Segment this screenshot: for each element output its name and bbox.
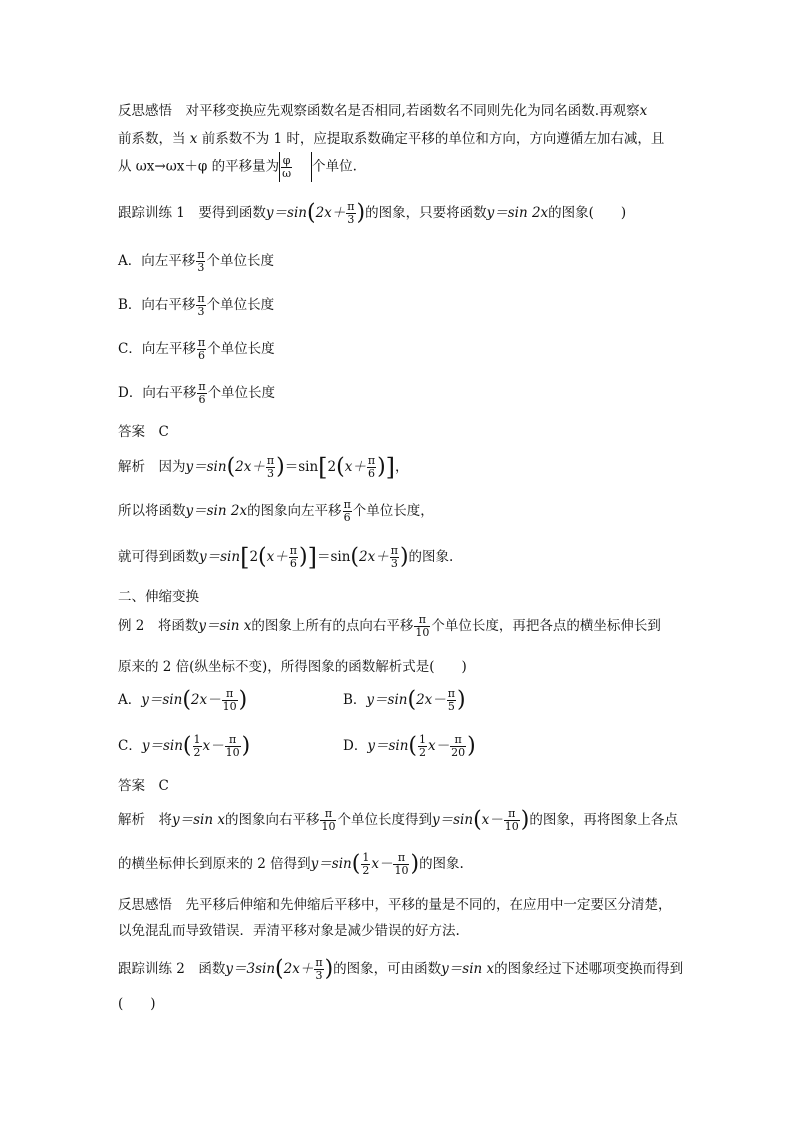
track2-question: 跟踪训练 2 函数y＝3sin(2x＋ $\frac{\pi}{3}$ )的图象，可由函数y＝sin x的图象经过下述哪项变换而得到 [118,956,684,982]
answer2: 答案 C [118,778,169,794]
reflect2-label: 反思感悟 [118,897,172,913]
reflect1-line1: 反思感悟 对平移变换应先观察函数名是否相同,若函数名不同则先化为同名函数.再观察x [118,103,648,119]
reflect1-label: 反思感悟 [118,103,172,119]
analysis1-line1: 解析 因为y＝sin(2x＋ $\frac{\pi}{3}$ )＝sin[2(x＋ $\frac{\pi}{6}$ )]， [118,453,409,482]
reflect2-line1: 反思感悟 先平移后伸缩和先伸缩后平移中，平移的量是不同的，在应用中一定要区分清楚， [118,897,672,913]
reflect1-line3: 从 ωx→ωx＋φ 的平移量为 $\frac{\varphi}{\omega}$ 个单位. [118,152,357,182]
option-a[interactable]: A．向左平移 $\frac{\pi}{3}$ 个单位长度 [118,248,274,274]
track2-label: 跟踪训练 2 [118,961,185,977]
reflect2-line2: 以免混乱而导致错误．弄清平移对象是减少错误的好方法. [118,923,460,939]
analysis2-line1: 解析 将y＝sin x的图象向右平移 $\frac{\pi}{10}$ 个单位长度得到y＝sin(x－ $\frac{\pi}{10}$ )的图象，再将图象上各点 [118,807,678,833]
option-c[interactable]: C．向左平移 $\frac{\pi}{6}$ 个单位长度 [118,336,275,362]
track1-question: 跟踪训练 1 要得到函数y＝sin(2x＋ $\frac{\pi}{3}$ )的图象，只要将函数y＝sin 2x的图象( ) [118,200,627,226]
option2-a[interactable]: A．y＝sin(2x－ $\frac{\pi}{10}$ ) [118,687,248,713]
option-d[interactable]: D．向右平移 $\frac{\pi}{6}$ 个单位长度 [118,380,276,406]
example2-line2: 原来的 2 倍(纵坐标不变)，所得图象的函数解析式是( ) [118,659,467,675]
option2-c[interactable]: C．y＝sin( $\frac{1}{2}$ x－ $\frac{\pi}{10}$ ) [118,733,251,759]
section2-title: 二、伸缩变换 [118,589,199,605]
option2-d[interactable]: D．y＝sin( $\frac{1}{2}$ x－ $\frac{\pi}{20}$ ) [343,733,476,759]
option-b[interactable]: B．向右平移 $\frac{\pi}{3}$ 个单位长度 [118,292,275,318]
answer1: 答案 C [118,424,169,440]
analysis2-line2: 的横坐标伸长到原来的 2 倍得到y＝sin( $\frac{1}{2}$ x－ $\frac{\pi}{10}$ )的图象. [118,851,464,877]
track2-line2: ( ) [118,996,156,1012]
option2-b[interactable]: B．y＝sin(2x－ $\frac{\pi}{5}$ ) [343,687,466,713]
analysis1-line3: 就可得到函数y＝sin[2(x＋ $\frac{\pi}{6}$ )]＝sin(2x＋ $\frac{\pi}{3}$ )的图象. [118,543,454,572]
example2-line1: 例 2 将函数y＝sin x的图象上所有的点向右平移 $\frac{\pi}{10}$ 个单位长度，再把各点的横坐标伸长到 [118,613,661,639]
track1-label: 跟踪训练 1 [118,205,185,221]
reflect1-line2: 前系数，当 x 前系数不为 1 时，应提取系数确定平移的单位和方向，方向遵循左加右减，且 [118,131,665,147]
analysis1-line2: 所以将函数y＝sin 2x的图象向左平移 $\frac{\pi}{6}$ 个单位长度， [118,498,434,524]
